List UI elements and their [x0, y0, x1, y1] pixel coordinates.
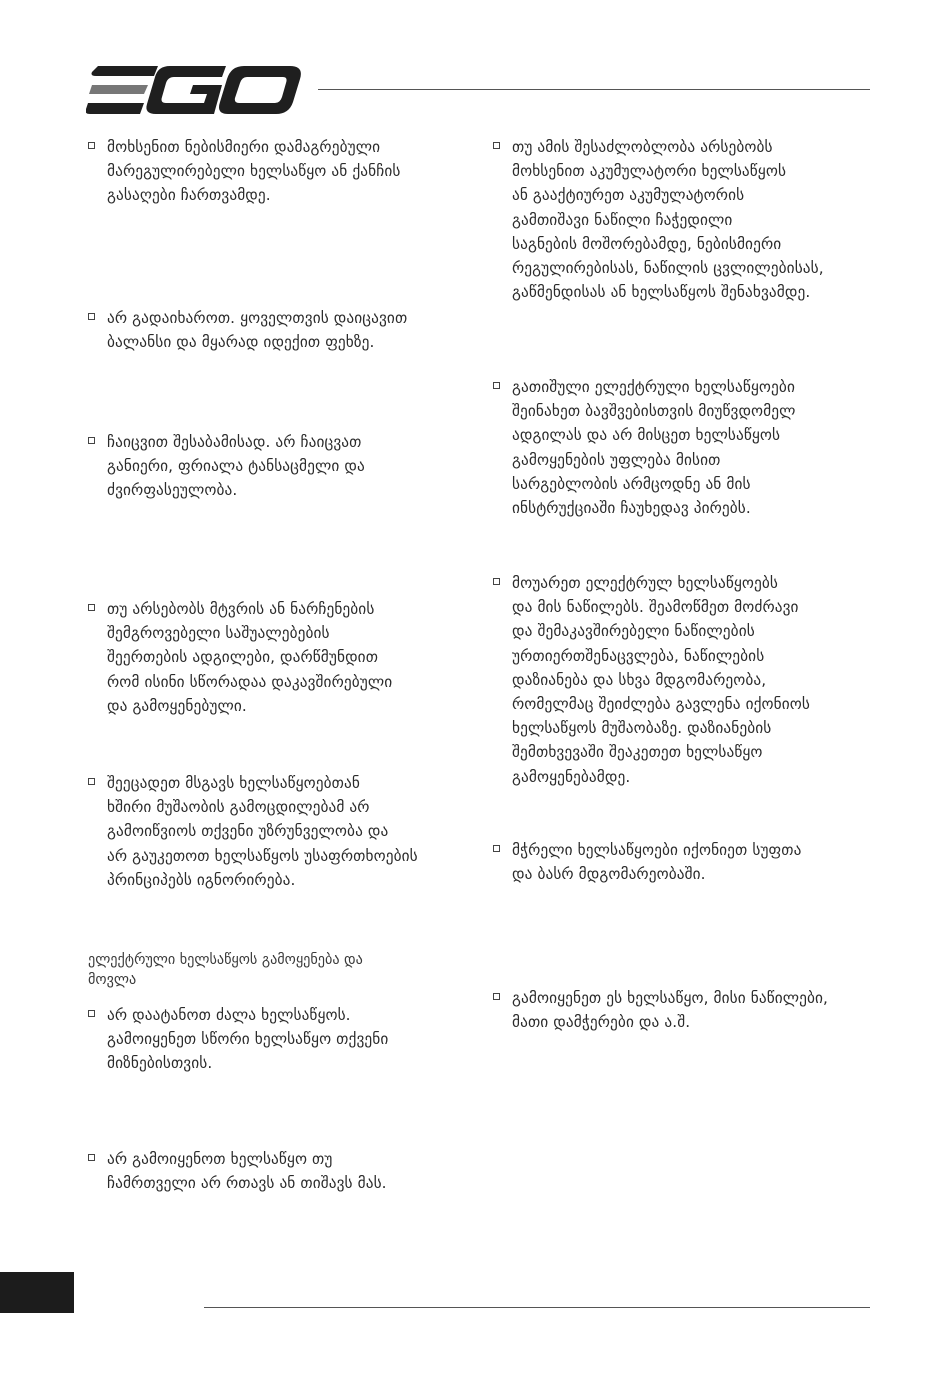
logo-g [146, 66, 226, 114]
checkbox-bullet-icon [88, 1154, 95, 1161]
list-item [493, 571, 892, 789]
ego-logo [86, 64, 302, 116]
list-item [88, 1003, 487, 1076]
list-item-text: მოუარეთ ელექტრულ ხელსაწყოებს და მის ნაწილებს. შეამოწმეთ მოძრავი და შემაკავშირებელი ნაწილების ურთიერთშენაცვლება, ნაწილების დაზიანება და სხვა მდგომარეობა, რომელმაც შეიძლება გავლენა იქონიოს ხელსაწყოს მუშაობაზე. დაზიანების შემთხვევაში შეაკეთეთ ხელსაწყო გამოყენებამდე. [512, 574, 810, 786]
checkbox-bullet-icon [88, 778, 95, 785]
checkbox-bullet-icon [88, 1010, 95, 1017]
logo-text [302, 64, 303, 65]
list-item [88, 306, 487, 354]
logo-e-mid-bar [89, 85, 148, 94]
list-item-text: ჩაიცვით შესაბამისად. არ ჩაიცვათ განიერი, ფრიალა ტანსაცმელი და ძვირფასეულობა. [107, 433, 365, 500]
list-item-text: შეეცადეთ მსგავს ხელსაწყოებთან ხშირი მუშაობის გამოცდილებამ არ გამოიწვიოს თქვენი უზრუნველობა და არ გაუკეთოთ ხელსაწყოს უსაფრთხოების პრინციპებს იგნორირება. [107, 774, 418, 889]
checkbox-bullet-icon [493, 993, 500, 1000]
checkbox-bullet-icon [493, 142, 500, 149]
header-divider [318, 89, 870, 90]
checkbox-bullet-icon [493, 845, 500, 852]
list-item [88, 597, 487, 718]
list-item-text: არ დაატანოთ ძალა ხელსაწყოს. გამოიყენეთ სწორი ხელსაწყო თქვენი მიზნებისთვის. [107, 1006, 389, 1073]
list-item [88, 135, 487, 208]
checkbox-bullet-icon [88, 313, 95, 320]
checkbox-bullet-icon [493, 578, 500, 585]
list-item [88, 771, 487, 892]
list-item-text: თუ არსებობს მტვრის ან ნარჩენების შემგროვებელი საშუალებების შეერთების ადგილები, დარწმუნდით რომ ისინი სწორადაა დაკავშირებული და გამოყენებული. [107, 600, 393, 715]
logo-e-top-bar [92, 66, 159, 76]
logo-e-bottom-bar [86, 103, 144, 114]
checkbox-bullet-icon [88, 142, 95, 149]
list-item [493, 135, 892, 304]
section-heading: ელექტრული ხელსაწყოს გამოყენება და მოვლა [88, 952, 363, 988]
list-item-text: თუ ამის შესაძლობლობა არსებობს მოხსენით აკუმულატორი ხელსაწყოს ან გააქტიურეთ აკუმულატორის გამთიშავი ნაწილი ჩაჭედილი საგნების მოშორებამდე, ნებისმიერი რეგულირებისას, ნაწილის ცვლილებისას, გაწმენდისას ან ხელსაწყოს შენახვამდე. [512, 138, 824, 302]
list-item [493, 838, 892, 886]
checkbox-bullet-icon [493, 382, 500, 389]
list-item-text: გათიშული ელექტრული ხელსაწყოები შეინახეთ ბავშვებისთვის მიუწვდომელ ადგილას და არ მისცეთ ხელსაწყოს გამოყენების უფლება მისით სარგებლობის არმცოდნე ან მის ინსტრუქციაში ჩაუხედავ პირებს. [512, 378, 796, 518]
footer-divider [204, 1307, 870, 1308]
logo-o [219, 66, 301, 114]
list-item [88, 430, 487, 503]
list-item-text: მჭრელი ხელსაწყოები იქონიეთ სუფთა და ბასრ მდგომარეობაში. [512, 841, 802, 884]
page-number-tab [0, 1272, 74, 1313]
ego-logo-graphic [86, 64, 302, 116]
list-item-text: გამოიყენეთ ეს ხელსაწყო, მისი ნაწილები, მათი დამჭერები და ა.შ. [512, 989, 828, 1032]
list-item [88, 1147, 487, 1195]
list-item-text: არ გადაიხაროთ. ყოველთვის დაიცავით ბალანსი და მყარად იდექით ფეხზე. [107, 309, 408, 352]
checkbox-bullet-icon [88, 437, 95, 444]
list-item-text: მოხსენით ნებისმიერი დამაგრებული მარეგულირებელი ხელსაწყო ან ქანჩის გასაღები ჩართვამდე. [107, 138, 401, 205]
checkbox-bullet-icon [88, 604, 95, 611]
list-item-text: არ გამოიყენოთ ხელსაწყო თუ ჩამრთველი არ რთავს ან თიშავს მას. [107, 1150, 387, 1193]
list-item [493, 375, 892, 520]
list-item [493, 986, 892, 1034]
